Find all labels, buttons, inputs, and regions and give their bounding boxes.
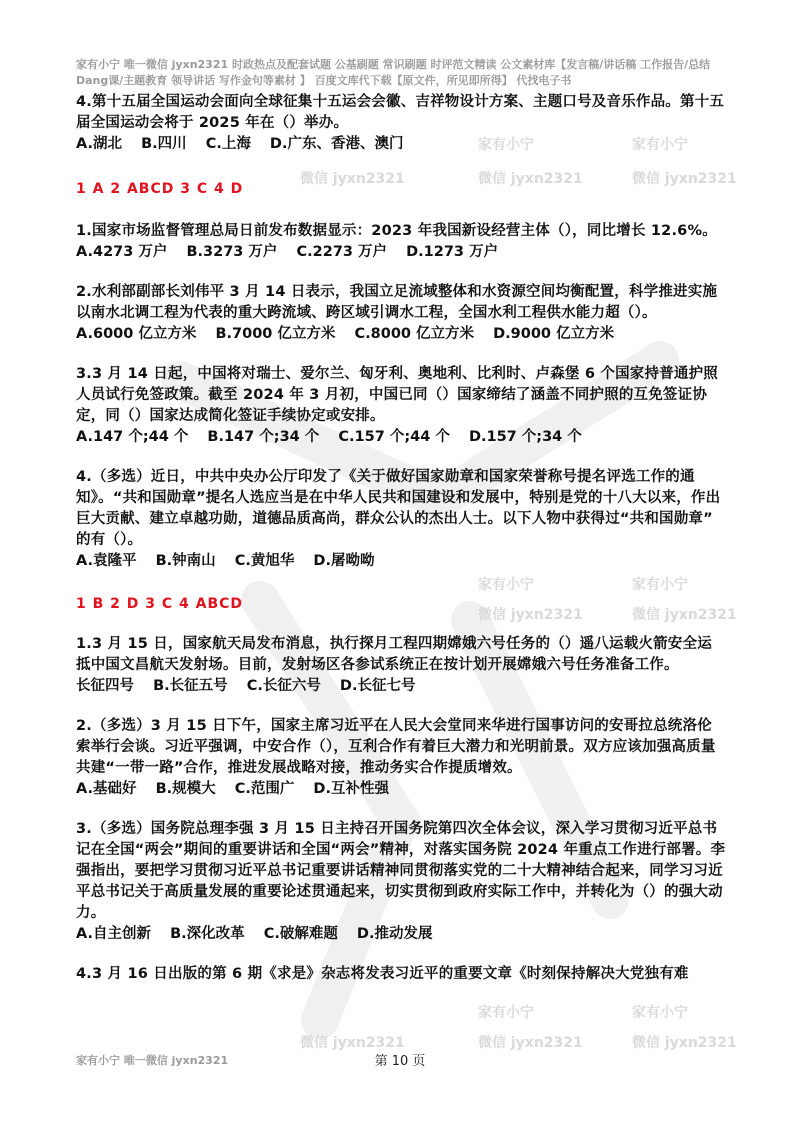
option: C.157 个;44 个 (338, 429, 450, 445)
watermark-wechat: 微信 jyxn2321 (300, 171, 405, 187)
option: A.袁隆平 (76, 553, 137, 569)
question-options (76, 924, 726, 945)
option: C.范围广 (234, 781, 295, 797)
question-text: 2.（多选）3 月 15 日下午，国家主席习近平在人民大会堂同来华进行国事访问的安哥拉总统洛伦索举行会谈。习近平强调，中安合作（），互利合作有着巨大潜力和光明前景。双方应该加强高质量共建“一带一路”合作，推进发展战略对接，推动务实合作提质增效。 (76, 718, 716, 776)
question-options (76, 242, 726, 263)
watermark-wechat: 微信 jyxn2321 (632, 607, 737, 623)
question-text: 3.（多选）国务院总理李强 3 月 15 日主持召开国务院第四次全体会议，深入学习贯彻习近平总书记在全国“两会”期间的重要讲话和全国“两会”精神，对落实国务院 2024 年重点工作进行部署。李强指出，要把学习贯彻习近平总书记重要讲话精神同贯彻落实党的二十大精神结合起来，同学习习近平总书记关于高质量发展的重要论述贯通起来，切实贯彻到政府实际工作中，并转化为（）的强大动力。 (76, 821, 726, 921)
question-text: 3.3 月 14 日起，中国将对瑞士、爱尔兰、匈牙利、奥地利、比利时、卢森堡 6 个国家持普通护照人员试行免签政策。截至 2024 年 3 月初，中国已同（）国家缔结了涵盖不同护照的互免签证协定，同（）国家达成简化签证手续协定或安排。 (76, 366, 718, 424)
option: D.157 个;34 个 (468, 429, 582, 445)
question-block (76, 634, 726, 697)
option: C.8000 亿立方米 (354, 326, 475, 342)
option: A.6000 亿立方米 (76, 326, 197, 342)
option: C.黄旭华 (234, 553, 295, 569)
question-text: 4.3 月 16 日出版的第 6 期《求是》杂志将发表习近平的重要文章《时刻保持解决大党独有难 (76, 966, 689, 982)
question-text: 4.第十五届全国运动会面向全球征集十五运会会徽、吉祥物设计方案、主题口号及音乐作品。第十五届全国运动会将于 2025 年在（）举办。 (76, 94, 725, 131)
answer-key: 1 B 2 D 3 C 4 ABCD (76, 596, 244, 612)
option: B.3273 万户 (186, 244, 278, 260)
option: D.广东、香港、澳门 (269, 136, 404, 152)
watermark-wechat: 微信 jyxn2321 (478, 607, 583, 623)
watermark-brand: 家有小宁 (478, 137, 534, 153)
question-options (76, 427, 726, 448)
option: C.破解难题 (263, 926, 338, 942)
option: 长征四号 (76, 678, 134, 694)
watermark-brand: 家有小宁 (632, 1005, 688, 1021)
watermark-brand: 家有小宁 (632, 577, 688, 593)
question-block (76, 92, 726, 155)
question-options (76, 324, 726, 345)
question-text: 1.3 月 15 日，国家航天局发布消息，执行探月工程四期嫦娥六号任务的（）遥八运载火箭安全运抵中国文昌航天发射场。目前，发射场区各参试系统正在按计划开展嫦娥六号任务准备工作。 (76, 636, 712, 673)
option: A.湖北 (76, 136, 122, 152)
option: D.9000 亿立方米 (493, 326, 615, 342)
option: A.基础好 (76, 781, 137, 797)
option: A.自主创新 (76, 926, 151, 942)
watermark-wechat: 微信 jyxn2321 (300, 1035, 405, 1051)
option: B.7000 亿立方米 (215, 326, 336, 342)
question-block (76, 282, 726, 345)
option: D.推动发展 (356, 926, 433, 942)
watermark-wechat: 微信 jyxn2321 (632, 171, 737, 187)
option: B.长征五号 (153, 678, 228, 694)
watermark-brand: 家有小宁 (478, 577, 534, 593)
question-text: 1.国家市场监督管理总局日前发布数据显示：2023 年我国新设经营主体（），同比增长 12.6%。 (76, 223, 717, 239)
question-options (76, 551, 726, 572)
option: B.钟南山 (155, 553, 216, 569)
watermark-brand: 家有小宁 (632, 137, 688, 153)
question-options (76, 134, 726, 155)
question-text: 4.（多选）近日，中共中央办公厅印发了《关于做好国家勋章和国家荣誉称号提名评选工作的通知》。“共和国勋章”提名人选应当是在中华人民共和国建设和发展中，特别是党的十八大以来，作出巨大贡献、建立卓越功勋，道德品质高尚，群众公认的杰出人士。以下人物中获得过“共和国勋章” 的有（）。 (76, 469, 721, 548)
option: D.长征七号 (339, 678, 416, 694)
watermark-wechat: 微信 jyxn2321 (478, 171, 583, 187)
option: D.屠呦呦 (313, 553, 375, 569)
question-text: 2.水利部副部长刘伟平 3 月 14 日表示，我国立足流域整体和水资源空间均衡配置，科学推进实施以南水北调工程为代表的重大跨流域、跨区域引调水工程，全国水利工程供水能力超（）。 (76, 284, 718, 321)
option: C.上海 (205, 136, 251, 152)
option: C.长征六号 (246, 678, 321, 694)
question-block (76, 819, 726, 945)
watermark-wechat: 微信 jyxn2321 (632, 1035, 737, 1051)
option: B.规模大 (155, 781, 216, 797)
option: A.4273 万户 (76, 244, 168, 260)
option: B.四川 (141, 136, 187, 152)
option: D.互补性强 (313, 781, 389, 797)
question-block (76, 716, 726, 800)
option: B.深化改革 (170, 926, 245, 942)
question-block (76, 467, 726, 572)
page-header: 家有小宁 唯一微信 jyxn2321 时政热点及配套试题 公基刷题 常识刷题 时评范文精读 公文素材库【发言稿/讲话稿 工作报告/总结 Dang课/主题教育 领导讲话 写作金句等素材 】 百度文库代下载【原文件，所见即所得】 代找电子书 (76, 58, 711, 87)
answer-key: 1 A 2 ABCD 3 C 4 D (76, 181, 244, 197)
question-block (76, 364, 726, 448)
question-block (76, 964, 726, 985)
question-options (76, 676, 726, 697)
document-body (76, 92, 726, 985)
option: C.2273 万户 (296, 244, 388, 260)
watermark-wechat: 微信 jyxn2321 (478, 1035, 583, 1051)
question-options (76, 779, 726, 800)
option: A.147 个;44 个 (76, 429, 189, 445)
page-number: 第 10 页 (374, 1054, 426, 1069)
option: D.1273 万户 (406, 244, 499, 260)
watermark-brand: 家有小宁 (478, 1005, 534, 1021)
footer-brand: 家有小宁 唯一微信 jyxn2321 (76, 1054, 229, 1067)
question-block (76, 221, 726, 263)
option: B.147 个;34 个 (207, 429, 320, 445)
